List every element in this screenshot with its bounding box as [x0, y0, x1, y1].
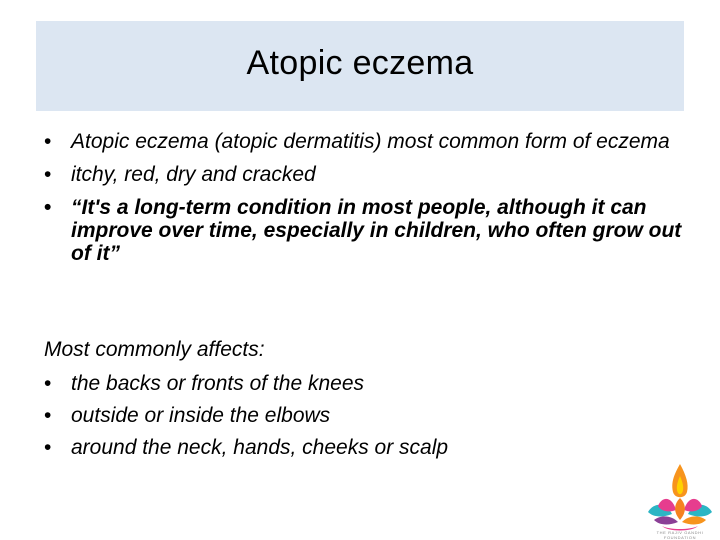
- list-item: [44, 130, 684, 153]
- quote-text: “It's a long-term condition in most people, although it can improve over time, especially in children, who often grow out of it”: [71, 196, 682, 265]
- list-item: [44, 436, 684, 459]
- bullet-icon: •: [44, 163, 52, 186]
- petal-right-low: [682, 516, 706, 524]
- affects-heading: Most commonly affects:: [44, 338, 265, 361]
- title-bar: [36, 21, 684, 111]
- lotus-flame-logo-icon: [640, 462, 720, 540]
- slide-title: Atopic eczema: [246, 43, 474, 82]
- logo-caption: THE RAJIV GANDHI FOUNDATION: [656, 530, 704, 540]
- point-text: itchy, red, dry and cracked: [71, 163, 316, 186]
- bullet-icon: •: [44, 436, 52, 459]
- affected-area-text: outside or inside the elbows: [71, 404, 331, 427]
- petal-left-low: [654, 516, 678, 524]
- bullet-icon: •: [44, 130, 52, 153]
- list-item: [44, 163, 684, 186]
- affected-area-text: the backs or fronts of the knees: [71, 372, 364, 395]
- affected-area-text: around the neck, hands, cheeks or scalp: [71, 436, 449, 459]
- bullet-icon: •: [44, 372, 52, 395]
- point-text: Atopic eczema (atopic dermatitis) most common form of eczema: [71, 130, 670, 153]
- list-item: [44, 404, 684, 427]
- bullet-icon: •: [44, 404, 52, 427]
- bullet-icon: •: [44, 196, 52, 219]
- affected-areas-list: [44, 372, 684, 469]
- list-item: [44, 196, 684, 265]
- key-points-list: [44, 130, 684, 275]
- petal-center: [675, 498, 685, 520]
- list-item: [44, 372, 684, 395]
